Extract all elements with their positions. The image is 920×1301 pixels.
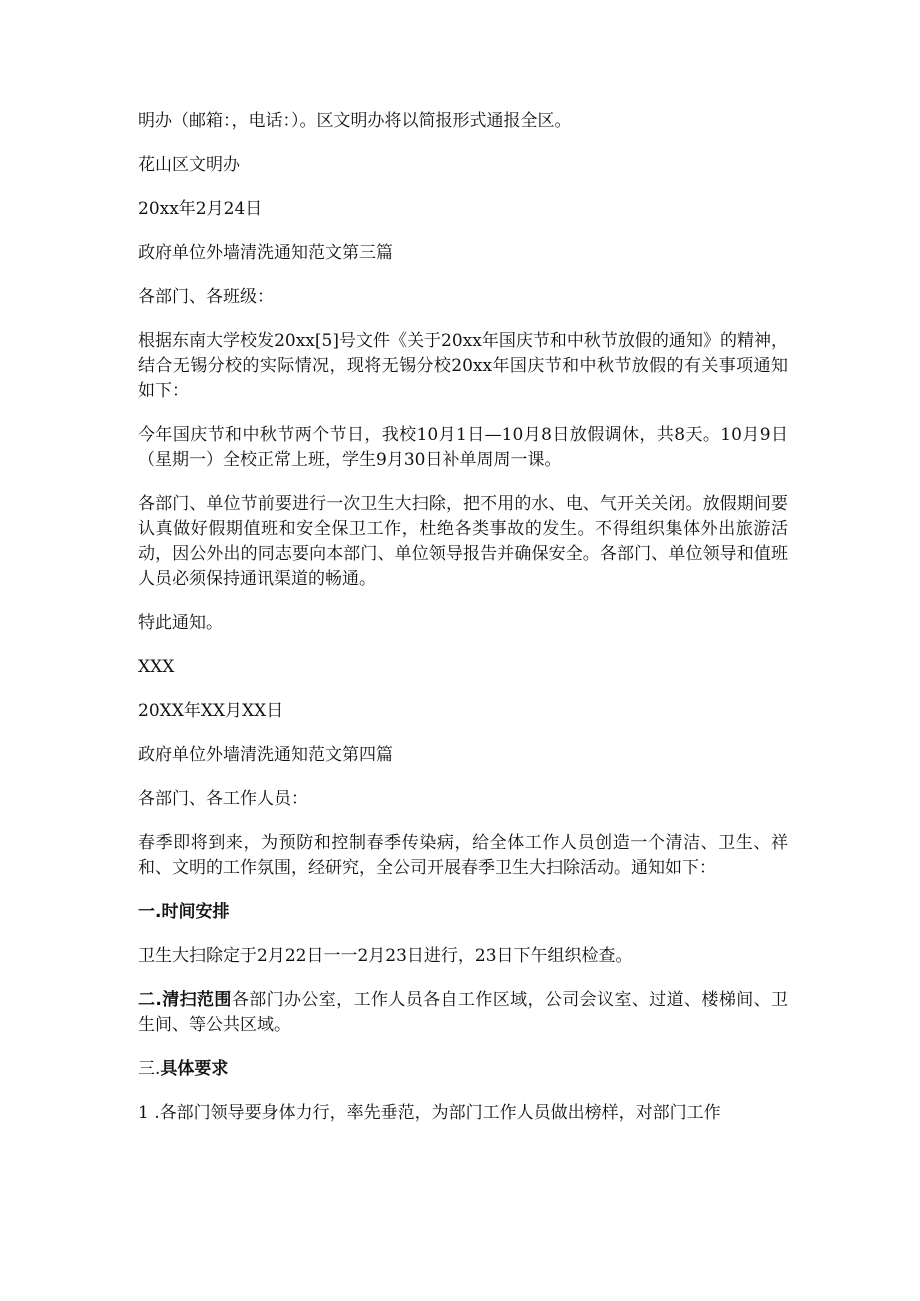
- paragraph-scope: [138, 988, 788, 1038]
- paragraph: 卫生大扫除定于2月22日一一2月23日进行，23日下午组织检查。: [138, 946, 633, 966]
- document-body: [138, 109, 788, 1145]
- paragraph: 根据东南大学校发20xx[5]号文件《关于20xx年国庆节和中秋节放假的通知》的精神，结合无锡分校的实际情况，现将无锡分校20xx年国庆节和中秋节放假的有关事项通知如下：: [138, 331, 788, 401]
- paragraph: 今年国庆节和中秋节两个节日，我校10月1日—10月8日放假调休，共8天。10月9日（星期一）全校正常上班，学生9月30日补单周周一课。: [138, 425, 788, 470]
- heading-requirements: [138, 1057, 788, 1082]
- heading-requirements-prefix: 三.: [138, 1059, 161, 1079]
- heading-time: 一.时间安排: [138, 902, 230, 922]
- issue-date: 20xx年2月24日: [138, 199, 263, 219]
- issuer-name: 花山区文明办: [138, 155, 240, 175]
- heading-scope: 二.清扫范围: [138, 990, 232, 1010]
- heading-requirements-text: 具体要求: [160, 1059, 229, 1079]
- paragraph: 各部门、单位节前要进行一次卫生大扫除，把不用的水、电、气开关关闭。放假期间要认真做好假期值班和安全保卫工作，杜绝各类事故的发生。不得组织集体外出旅游活动，因公外出的同志要向本部门、单位领导报告并确保安全。各部门、单位领导和值班人员必须保持通讯渠道的畅通。: [138, 494, 788, 589]
- scope-text: 各部门办公室，工作人员各自工作区域，公司会议室、过道、楼梯间、卫生间、等公共区域。: [138, 990, 789, 1035]
- closing: 特此通知。: [138, 613, 223, 633]
- paragraph: 春季即将到来，为预防和控制春季传染病，给全体工作人员创造一个清洁、卫生、祥和、文明的工作氛围，经研究，全公司开展春季卫生大扫除活动。通知如下：: [138, 833, 788, 878]
- signature-date: 20XX年XX月XX日: [138, 701, 284, 721]
- section-title: 政府单位外墙清洗通知范文第四篇: [138, 745, 393, 765]
- paragraph: 明办（邮箱：，电话：）。区文明办将以简报形式通报全区。: [138, 111, 572, 131]
- signature: XXX: [138, 657, 175, 677]
- salutation: 各部门、各班级：: [138, 287, 274, 307]
- section-title: 政府单位外墙清洗通知范文第三篇: [138, 243, 393, 263]
- salutation: 各部门、各工作人员：: [138, 789, 308, 809]
- paragraph: 1 .各部门领导要身体力行，率先垂范，为部门工作人员做出榜样，对部门工作: [138, 1103, 721, 1123]
